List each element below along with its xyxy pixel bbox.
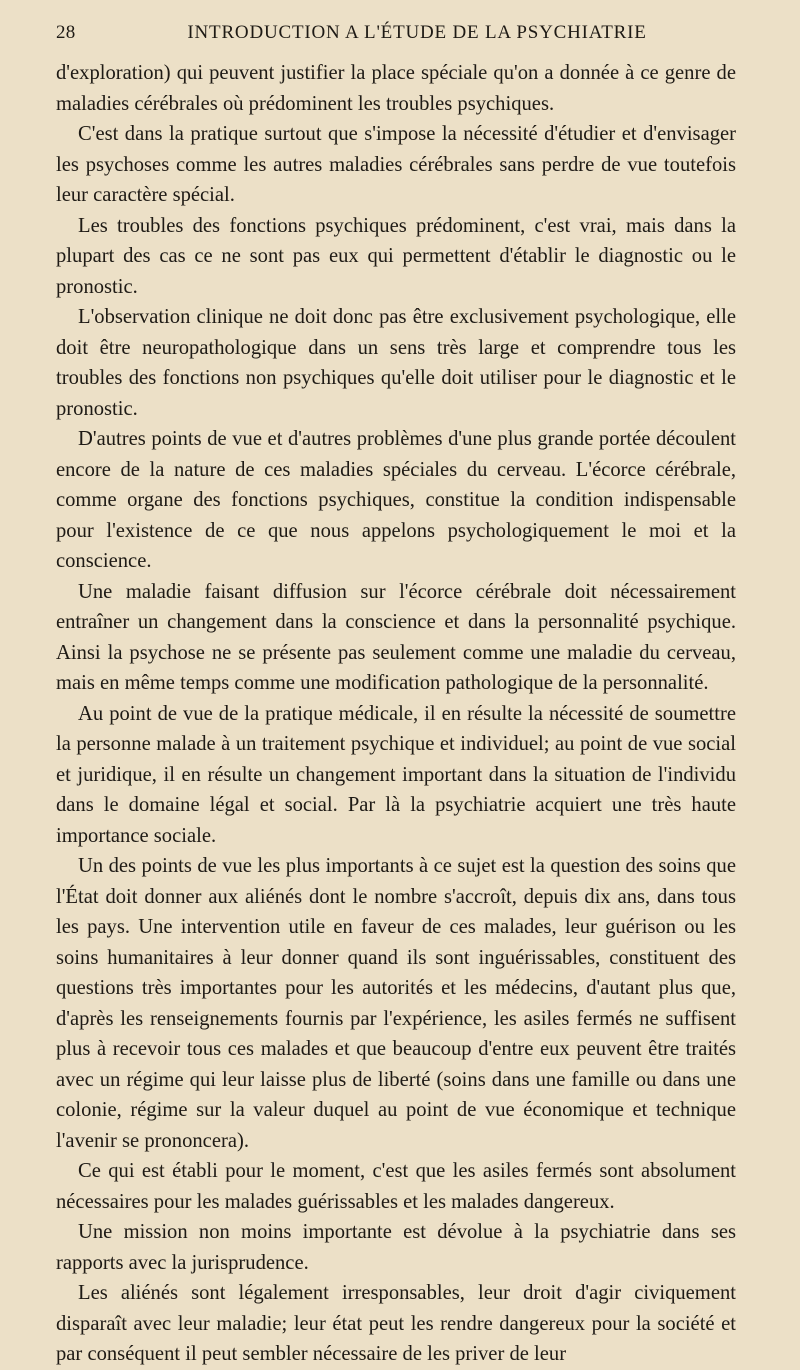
page-number: 28: [56, 22, 76, 43]
paragraph: Un des points de vue les plus importants à ce sujet est la question des soins que l'État doit donner aux aliénés dont le nombre s'accroît, depuis dix ans, dans tous les pays. Une intervention utile en faveur de ces malades, leur guérison ou les soins humanitaires à leur donner quand ils sont inguérissables, constituent des questions très importantes pour les autorités et les médecins, d'autant plus que, d'après les renseignements fournis par l'expérience, les asiles fermés ne suffisent plus à recevoir tous ces malades et que beaucoup d'entre eux peuvent être traités avec un régime qui leur laisse plus de liberté (soins dans une famille ou dans une colonie, régime sur la valeur duquel au point de vue économique et technique l'avenir se prononcera).: [56, 855, 736, 1152]
body-text: [56, 58, 736, 1370]
paragraph: C'est dans la pratique surtout que s'impose la nécessité d'étudier et d'envisager les psychoses comme les autres maladies cérébrales sans perdre de vue toutefois leur caractère spécial.: [56, 123, 736, 206]
paragraph: Les aliénés sont légalement irresponsables, leur droit d'agir civiquement disparaît avec leur maladie; leur état peut les rendre dangereux pour la société et par conséquent il peut sembler nécessaire de les priver de leur: [56, 1282, 736, 1365]
paragraph: Les troubles des fonctions psychiques prédominent, c'est vrai, mais dans la plupart des cas ce ne sont pas eux qui permettent d'établir le diagnostic ou le pronostic.: [56, 214, 736, 298]
paragraph: Au point de vue de la pratique médicale, il en résulte la nécessité de soumettre la personne malade à un traitement psychique et individuel; au point de vue social et juridique, il en résulte un changement important dans la situation de l'individu dans le domaine légal et social. Par là la psychiatrie acquiert une très haute importance sociale.: [56, 702, 736, 847]
running-header: [56, 22, 736, 50]
paragraph: Une maladie faisant diffusion sur l'écorce cérébrale doit nécessairement entraîner un changement dans la conscience et dans la personnalité psychique. Ainsi la psychose ne se présente pas seulement comme une maladie du cerveau, mais en même temps comme une modification pathologique de la personnalité.: [56, 580, 736, 694]
running-title: INTRODUCTION A L'ÉTUDE DE LA PSYCHIATRIE: [187, 22, 647, 43]
paragraph: D'autres points de vue et d'autres problèmes d'une plus grande portée découlent encore de la nature de ces maladies spéciales du cerveau. L'écorce cérébrale, comme organe des fonctions psychiques, constitue la condition indispensable pour l'existence de ce que nous appelons psychologiquement le moi et la conscience.: [56, 428, 736, 572]
paragraph: L'observation clinique ne doit donc pas être exclusivement psychologique, elle doit être neuropathologique dans un sens très large et comprendre tous les troubles des fonctions non psychiques qu'elle doit utiliser pour le diagnostic et le pronostic.: [56, 306, 736, 420]
paragraph: Ce qui est établi pour le moment, c'est que les asiles fermés sont absolument nécessaires pour les malades guérissables et les malades dangereux.: [56, 1160, 736, 1213]
paragraph: Une mission non moins importante est dévolue à la psychiatrie dans ses rapports avec la jurisprudence.: [56, 1221, 736, 1274]
paragraph: d'exploration) qui peuvent justifier la place spéciale qu'on a donnée à ce genre de maladies cérébrales où prédominent les troubles psychiques.: [56, 62, 736, 115]
